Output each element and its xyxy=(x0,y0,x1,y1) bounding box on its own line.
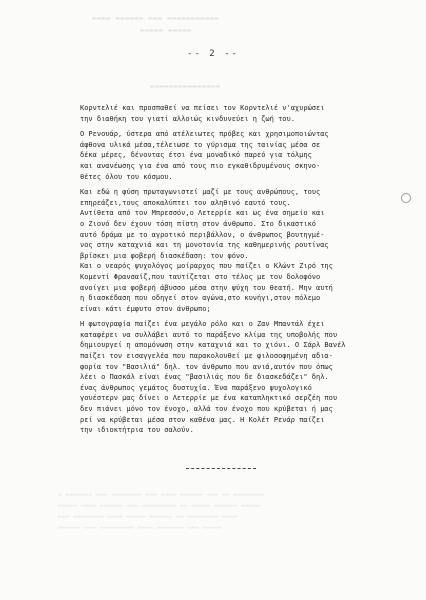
text-line: νος στην καταχνιά και τη μονοτονία της καθημερινής ρουτίνας xyxy=(80,241,329,250)
text-line: φορία τον "Βασιλιά" δηλ. τον άνθρωπο που ανιά,αυτόν που όπως xyxy=(80,362,333,371)
paragraph xyxy=(80,187,380,314)
text-line: ο Ζιονό δεν έχουν τόση πίστη στον άνθρωπο. Στο δικαστικό xyxy=(80,219,317,228)
document-body xyxy=(80,103,380,441)
text-line: ένας άνθρωπος γεμάτος δυστυχία. Ένα παράξενο ψυχολογικό xyxy=(80,383,312,392)
text-line: βρίσκει μια φοβερή διασκέδαση: τον φόνο. xyxy=(80,251,249,260)
text-line: γουέστερν μας δίνει ο Λετερρίε με ένα καταπληκτικό σερζέη που xyxy=(80,394,338,403)
bleed-through-text: ▬▬▬▬ ▬▬▬▬▬▬ ▬▬▬ ▬▬▬▬▬▬▬▬▬▬▬ xyxy=(92,14,220,22)
paragraph xyxy=(80,319,380,436)
text-line: καταφέρει να συλλάβει αυτό το παράξενο κλίμα της υποβολής που xyxy=(80,330,338,339)
text-line: παίζει τον εισαγγελέα που παρακολουθεί με φιλοσοφημένη αδια- xyxy=(80,352,333,361)
text-line: επηρεάζει,τους αποκαλύπτει τον αληθινό εαυτό τους. xyxy=(80,198,291,207)
bleed-through-text: ▬▬▬▬▬▬▬▬▬▬▬▬▬▬▬ xyxy=(150,82,221,90)
text-line: Και εδώ η φύση πρωταγωνιστεί μαζί με τους ανθρώπους, τους xyxy=(80,188,321,197)
text-line: άφθονα υλικά μέσα,τέλειωσε το γύρισμα της ταινίας μέσα σε xyxy=(80,140,321,149)
text-line: Αντίθετα από τον Μπρεσσόν,ο Λετερρίε και ως ένα σημείο και xyxy=(80,209,325,218)
page-number: -- 2 -- xyxy=(187,49,239,59)
text-line: θέτες όλου του κόσμου. xyxy=(80,172,173,181)
text-line: Κορντελιέ και προσπαθεί να πείσει τον Κορντελιέ ν'αχυρώσει xyxy=(80,104,325,112)
text-line: δέκα μέρες, δένοντας έτσι ένα μοναδικό παρεό για τόλμης xyxy=(80,151,312,160)
bleed-through-text: ▬▬▬▬▬ ▬▬▬▬▬ xyxy=(140,26,192,34)
bleed-through-text: ▬▬▬▬▬▬ ▬▬▬ ▬▬▬▬▬▬▬▬▬ ▬▬▬▬ ▬▬▬▬▬▬▬ ▬▬▬ ▬▬▬▬▬ xyxy=(58,525,222,531)
text-line: η διασκέδαση που οδηγεί στον αγώνα,στο κυνήγι,στον πόλεμο xyxy=(80,294,321,303)
text-line: Κομεντί Φρανσαίζ,που ταυτίζεται στο τέλος με τον δολοφόνο xyxy=(80,272,321,281)
text-line: αυτό δράμα με το αγροτικό περιβάλλον, ο άνθρωπος βουτηγμέ- xyxy=(80,230,325,239)
text-line: είναι κάτι έμφυτο στον άνθρωπο; xyxy=(80,304,211,313)
bleed-through-text: ▬▬▬ ▬▬▬▬▬▬▬▬ ▬▬▬▬ ▬▬▬▬▬ ▬▬▬▬▬▬ ▬▬ ▬▬▬▬▬▬▬▬ ▬▬▬▬ xyxy=(58,514,238,520)
binder-hole-mark xyxy=(401,193,411,203)
text-line: και ανανέωσης για ένα από τους πιο εγκαθιδρυμένους σκηνο- xyxy=(80,161,321,170)
text-line: Ο Ρενουάρ, ύστερα από ατέλειωτες πρόβες και χρησιμοποιώντας xyxy=(80,130,329,139)
text-line: Η φωτογραφία παίζει ένα μεγάλο ρόλο και ο Ζαν Μπαντάλ έχει xyxy=(80,320,325,329)
bleed-through-text: ▬▬▬▬▬ ▬▬▬▬ ▬▬▬▬▬▬ ▬▬▬ ▬▬▬▬▬▬▬▬▬ ▬▬ ▬▬▬▬▬ ▬▬▬▬▬▬ ▬▬▬▬▬ xyxy=(58,503,260,509)
paragraph xyxy=(80,129,380,182)
text-line: δεν πιάνει μόνο τον ένοχο, αλλά τον ένοχο που κρύβεται ή μας xyxy=(80,405,333,414)
paragraph xyxy=(80,103,380,124)
text-line: την ιδιοκτήτρια του σαλούν. xyxy=(80,426,194,435)
section-divider xyxy=(186,468,256,469)
text-line: ανοίγει μια φοβερή άβυσσο μέσα στην ψύχη του θεατή. Μην αυτή xyxy=(80,283,333,292)
text-line: Και ο νεαρός ψυχολόγος μοίραρχος που παίζει ο Κλώντ Ζιρό της xyxy=(80,262,333,271)
text-line: την διαθήκη του γιατί αλλοιώς κινδυνεύει η ζωή του. xyxy=(80,114,295,123)
bleed-through-text: ▬ ▬▬▬▬▬▬▬ ▬▬▬ ▬▬▬▬▬▬▬▬ ▬▬▬ ▬▬▬▬ ▬▬▬▬▬▬ ▬▬▬ ▬▬ ▬▬▬▬▬▬▬▬ xyxy=(58,492,264,498)
text-line: λέει ο Πασκάλ είναι ένας "βασιλιάς που δε διασκεδάζει" δηλ. xyxy=(80,373,329,382)
text-line: ρεί να κρύβεται μέσα στον καθένα μας. Η Κολέτ Ρενάρ παίζει xyxy=(80,415,325,424)
text-line: δημιουργεί η απομόνωση στην καταχνιά και το χιόνι. Ο Σάρλ Βανέλ xyxy=(80,341,346,350)
